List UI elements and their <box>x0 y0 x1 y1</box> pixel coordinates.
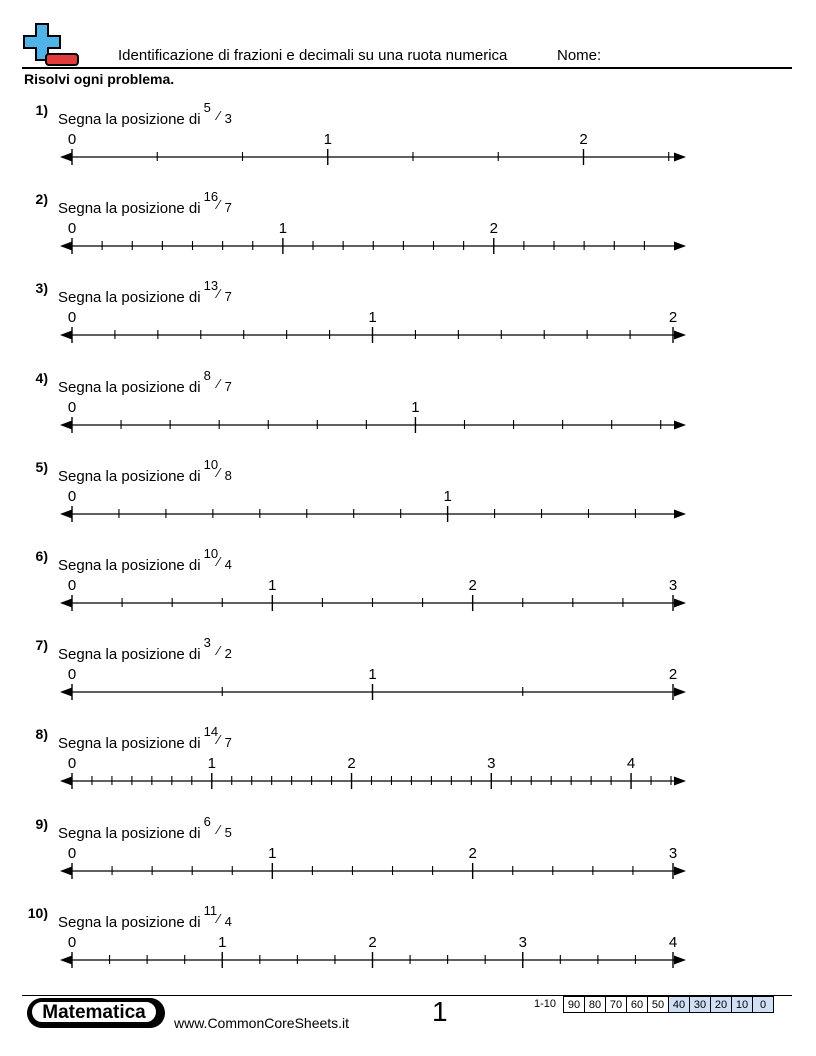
right-arrow-icon <box>674 510 686 519</box>
fraction-denominator: 7 <box>224 200 232 215</box>
prompt-text: Segna la posizione di <box>58 735 201 752</box>
fraction-denominator: 8 <box>224 468 232 483</box>
fraction-denominator: 4 <box>224 557 232 572</box>
tick-label: 1 <box>207 755 216 772</box>
fraction-slash: ⁄ <box>217 732 220 747</box>
tick-label: 0 <box>67 934 77 951</box>
name-label: Nome: <box>557 47 602 64</box>
fraction-slash: ⁄ <box>217 465 220 480</box>
tick-label: 3 <box>518 934 527 951</box>
problem-number: 2) <box>35 191 48 207</box>
score-cell: 30 <box>690 997 711 1013</box>
tick-label: 2 <box>668 666 678 683</box>
fraction-numerator: 16 <box>203 189 219 204</box>
right-arrow-icon <box>674 688 686 697</box>
score-cell: 0 <box>753 997 774 1013</box>
fraction-slash: ⁄ <box>217 286 220 301</box>
tick-label: 0 <box>67 399 77 416</box>
number-line[interactable] <box>0 280 816 360</box>
problem <box>0 816 816 896</box>
tick-label: 1 <box>268 845 277 862</box>
number-line[interactable] <box>0 102 816 182</box>
score-cell: 20 <box>711 997 732 1013</box>
fraction-slash: ⁄ <box>217 911 220 926</box>
left-arrow-icon <box>60 867 72 876</box>
fraction-denominator: 5 <box>224 825 232 840</box>
tick-label: 2 <box>668 309 678 326</box>
right-arrow-icon <box>674 421 686 430</box>
fraction-numerator: 11 <box>203 903 218 918</box>
fraction-numerator: 8 <box>203 368 211 383</box>
header-divider <box>22 67 792 69</box>
right-arrow-icon <box>674 867 686 876</box>
fraction-denominator: 7 <box>224 379 232 394</box>
fraction-slash: ⁄ <box>217 197 220 212</box>
tick-label: 0 <box>67 666 77 683</box>
fraction-numerator: 14 <box>203 724 219 739</box>
prompt-text: Segna la posizione di <box>58 825 201 842</box>
tick-label: 4 <box>668 934 678 951</box>
tick-label: 3 <box>668 577 678 594</box>
number-line[interactable] <box>0 726 816 806</box>
tick-label: 1 <box>278 220 288 237</box>
problem <box>0 102 816 182</box>
prompt-text: Segna la posizione di <box>58 379 201 396</box>
problem <box>0 370 816 450</box>
number-line[interactable] <box>0 459 816 539</box>
prompt-text: Segna la posizione di <box>58 646 201 663</box>
problem <box>0 280 816 360</box>
score-cell: 90 <box>564 997 585 1013</box>
score-cell: 10 <box>732 997 753 1013</box>
problem <box>0 905 816 985</box>
right-arrow-icon <box>674 331 686 340</box>
tick-label: 0 <box>67 220 77 237</box>
tick-label: 1 <box>218 934 227 951</box>
problem-number: 8) <box>35 726 48 742</box>
fraction-numerator: 10 <box>203 546 219 561</box>
tick-label: 1 <box>368 666 377 683</box>
fraction-denominator: 2 <box>224 646 232 661</box>
fraction-numerator: 3 <box>203 635 211 650</box>
problem-number: 4) <box>35 370 48 386</box>
fraction-numerator: 13 <box>203 278 219 293</box>
fraction-numerator: 10 <box>203 457 219 472</box>
tick-label: 2 <box>347 755 356 772</box>
tick-label: 0 <box>67 755 77 772</box>
problem-number: 1) <box>35 102 48 118</box>
problem-number: 6) <box>35 548 48 564</box>
right-arrow-icon <box>674 599 686 608</box>
fraction-numerator: 6 <box>203 814 211 829</box>
tick-label: 3 <box>668 845 678 862</box>
page-number: 1 <box>432 996 448 1027</box>
left-arrow-icon <box>60 153 72 162</box>
prompt-text: Segna la posizione di <box>58 289 201 306</box>
tick-label: 2 <box>368 934 377 951</box>
site-url: www.CommonCoreSheets.it <box>174 1015 350 1031</box>
fraction-slash: ⁄ <box>217 108 220 123</box>
number-line[interactable] <box>0 637 816 717</box>
tick-label: 1 <box>411 399 420 416</box>
right-arrow-icon <box>674 777 686 786</box>
left-arrow-icon <box>60 510 72 519</box>
tick-label: 0 <box>67 488 77 505</box>
left-arrow-icon <box>60 956 72 965</box>
plus-minus-logo-icon <box>22 22 80 68</box>
problem-number: 7) <box>35 637 48 653</box>
number-line[interactable] <box>0 370 816 450</box>
tick-label: 3 <box>487 755 496 772</box>
score-cell: 70 <box>606 997 627 1013</box>
problem <box>0 637 816 717</box>
prompt-text: Segna la posizione di <box>58 914 201 931</box>
tick-label: 2 <box>489 220 498 237</box>
left-arrow-icon <box>60 599 72 608</box>
problem <box>0 726 816 806</box>
left-arrow-icon <box>60 421 72 430</box>
tick-label: 1 <box>268 577 277 594</box>
score-cell: 80 <box>585 997 606 1013</box>
right-arrow-icon <box>674 242 686 251</box>
tick-label: 0 <box>67 577 77 594</box>
problem <box>0 191 816 271</box>
fraction-numerator: 5 <box>203 100 211 115</box>
fraction-slash: ⁄ <box>217 643 220 658</box>
fraction-slash: ⁄ <box>217 554 220 569</box>
problem <box>0 548 816 628</box>
fraction-slash: ⁄ <box>217 376 220 391</box>
right-arrow-icon <box>674 153 686 162</box>
brand-label: Matematica <box>31 1001 157 1023</box>
fraction-slash: ⁄ <box>217 822 220 837</box>
tick-label: 4 <box>626 755 636 772</box>
tick-label: 0 <box>67 131 77 148</box>
number-line[interactable] <box>0 191 816 271</box>
number-line[interactable] <box>0 905 816 985</box>
problem-number: 5) <box>35 459 48 475</box>
tick-label: 0 <box>67 309 77 326</box>
prompt-text: Segna la posizione di <box>58 200 201 217</box>
instructions: Risolvi ogni problema. <box>24 71 175 87</box>
right-arrow-icon <box>674 956 686 965</box>
score-cell: 50 <box>648 997 669 1013</box>
number-line[interactable] <box>0 816 816 896</box>
brand-badge <box>27 998 165 1028</box>
score-cell: 60 <box>627 997 648 1013</box>
left-arrow-icon <box>60 688 72 697</box>
problem <box>0 459 816 539</box>
tick-label: 1 <box>368 309 377 326</box>
fraction-denominator: 7 <box>224 735 232 750</box>
tick-label: 2 <box>579 131 588 148</box>
problem-number: 3) <box>35 280 48 296</box>
fraction-denominator: 4 <box>224 914 232 929</box>
score-cell: 40 <box>669 997 690 1013</box>
left-arrow-icon <box>60 242 72 251</box>
problem-number: 10) <box>27 905 48 921</box>
score-range-label: 1-10 <box>534 998 557 1010</box>
fraction-denominator: 3 <box>224 111 232 126</box>
tick-label: 1 <box>323 131 332 148</box>
fraction-denominator: 7 <box>224 289 232 304</box>
tick-label: 2 <box>468 845 477 862</box>
prompt-text: Segna la posizione di <box>58 557 201 574</box>
tick-label: 0 <box>67 845 77 862</box>
worksheet-title: Identificazione di frazioni e decimali su una ruota numerica <box>118 47 508 64</box>
prompt-text: Segna la posizione di <box>58 111 201 128</box>
number-line[interactable] <box>0 548 816 628</box>
problem-number: 9) <box>35 816 48 832</box>
score-table <box>563 996 774 1013</box>
prompt-text: Segna la posizione di <box>58 468 201 485</box>
left-arrow-icon <box>60 777 72 786</box>
tick-label: 2 <box>468 577 477 594</box>
tick-label: 1 <box>443 488 452 505</box>
left-arrow-icon <box>60 331 72 340</box>
